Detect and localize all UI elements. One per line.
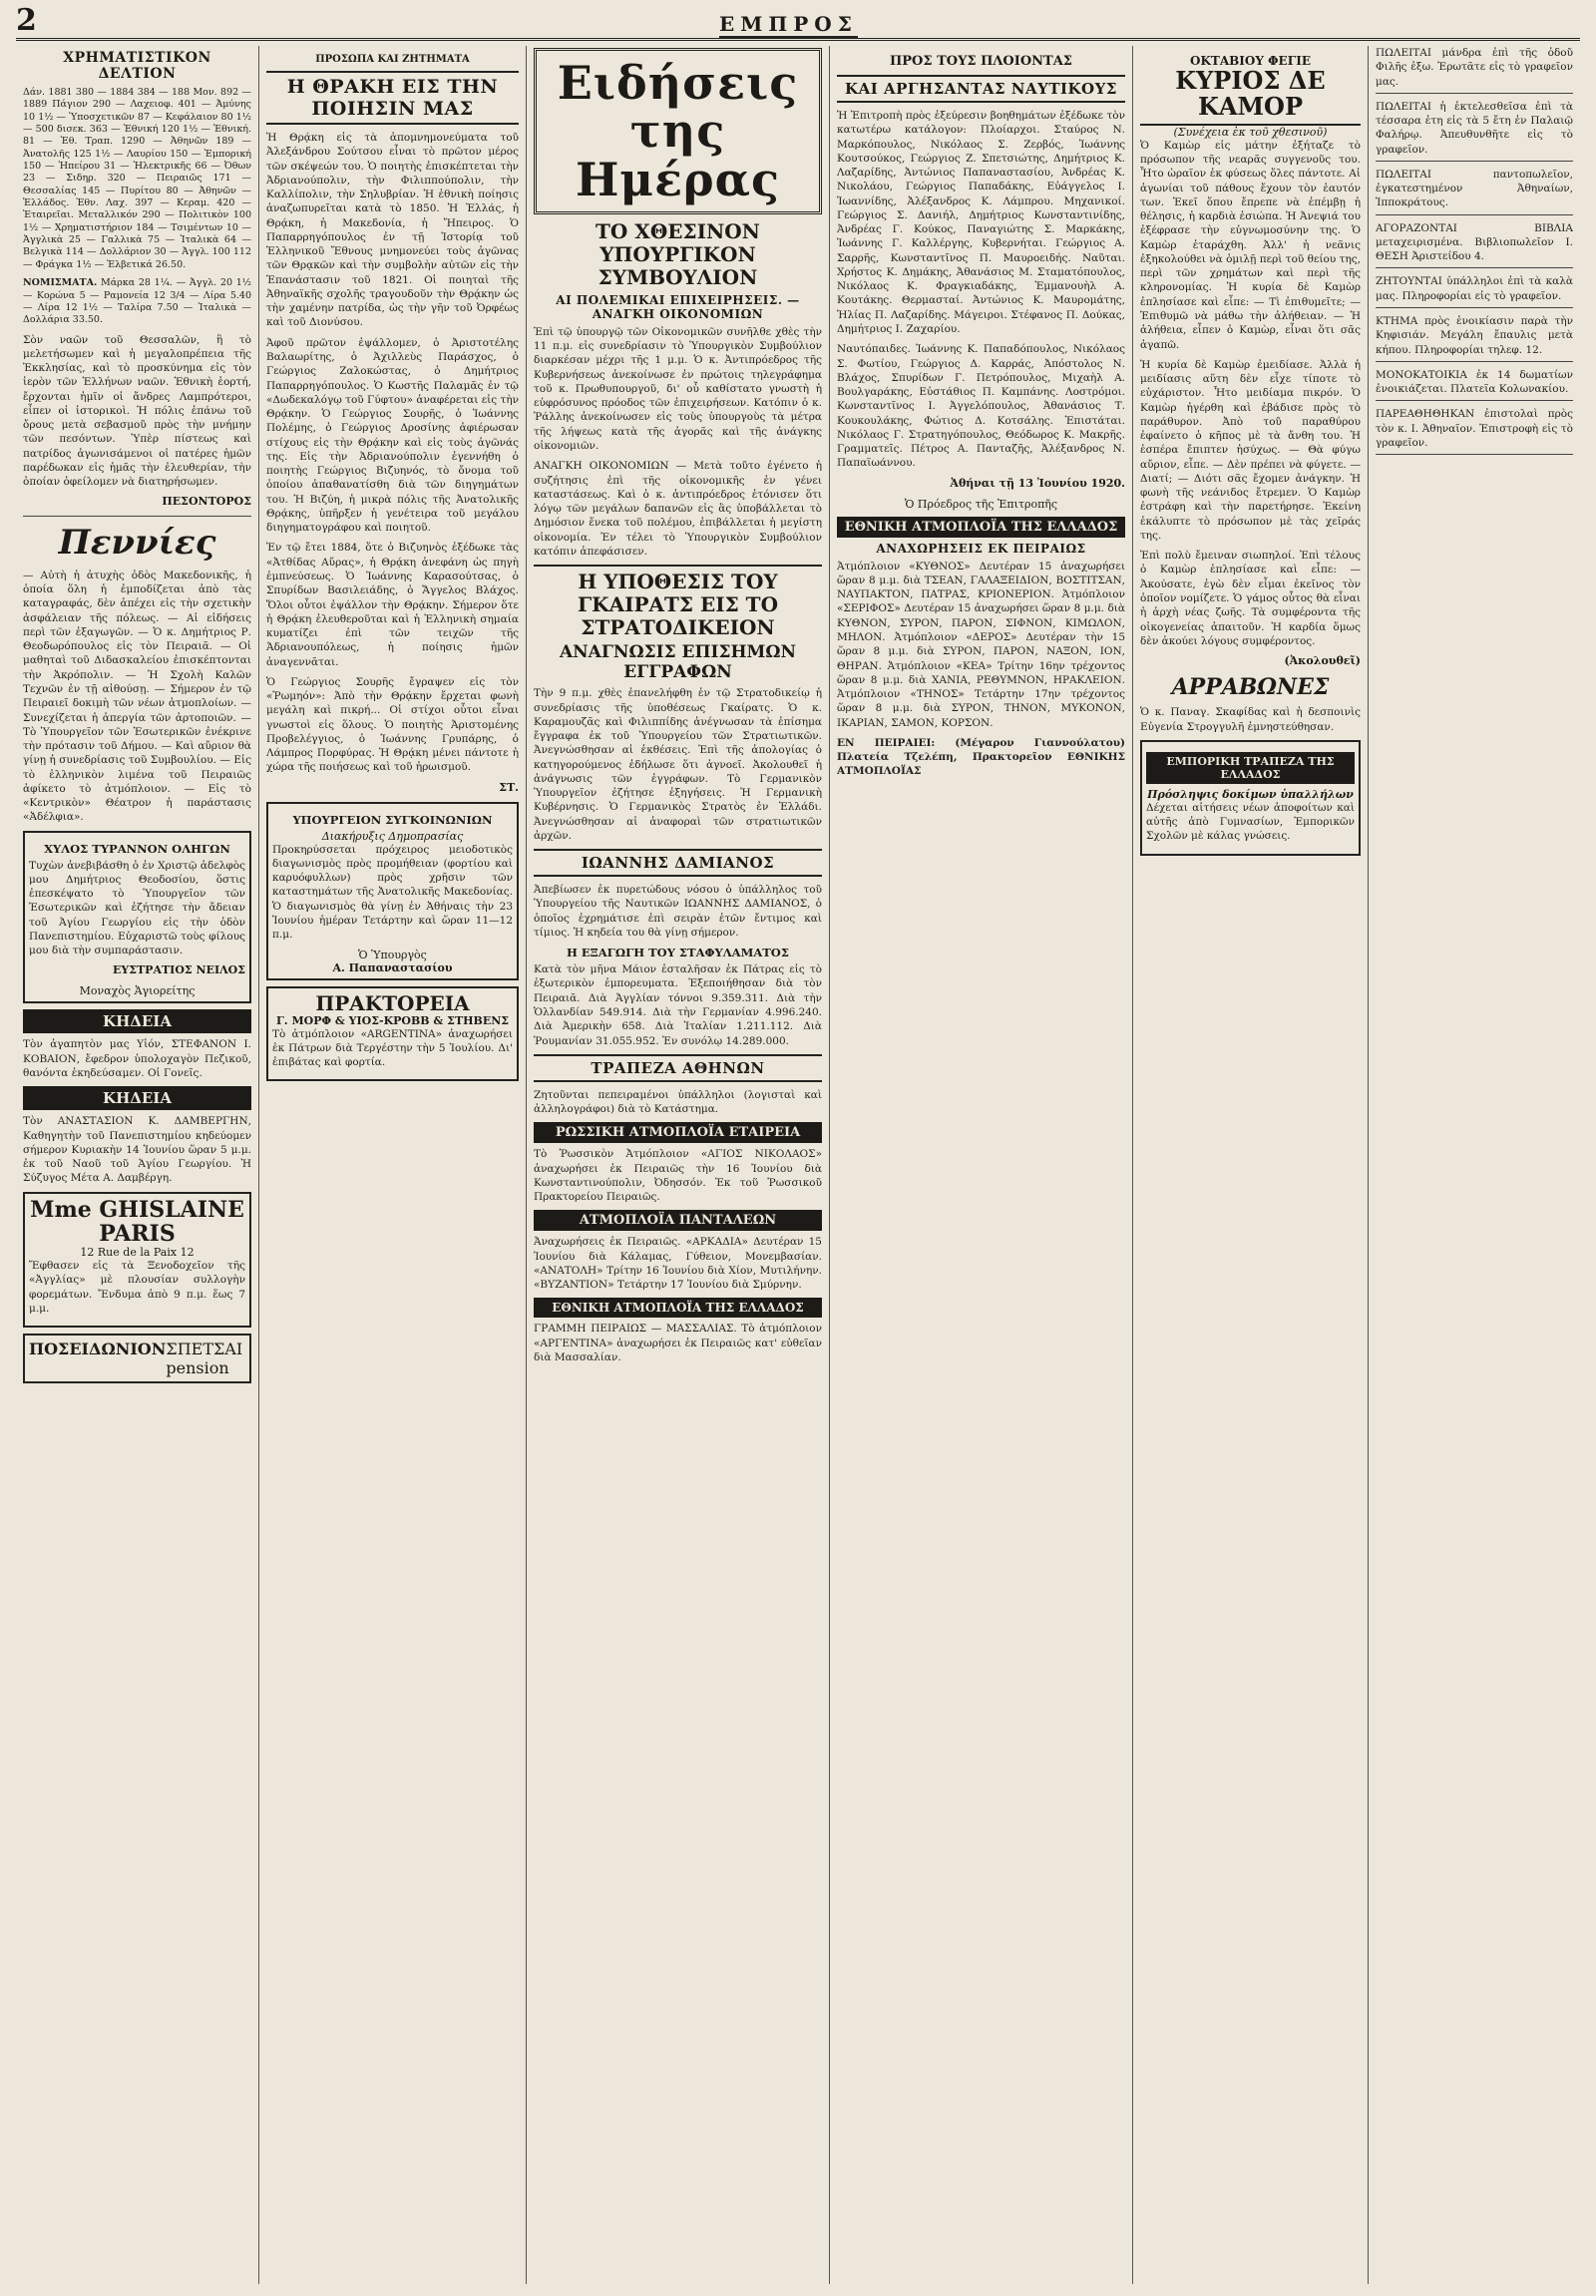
classified-ad: ΠΑΡΕΑΘΗΘΗΚΑΝ ἐπιστολαὶ πρὸς τὸν κ. Ι. Ἀθηναῖον. Ἐπιστροφὴ εἰς τὸ γραφεῖον. — [1376, 407, 1573, 455]
serial-body-3: Ἐπὶ πολὺ ἔμειναν σιωπηλοί. Ἐπὶ τέλους ὁ Καμὼρ ἐπλησίασε καὶ εἶπε: — Ἀκούσατε, ἐγὼ δὲν εἶμαι ἐκεῖνος τὸν ὁποῖον νομίζετε. Ὁ γάμος οὗτος θὰ εἶναι ἡ ἀρχὴ νέας ζωῆς. Τὰ συμφέροντα τῆς οἰκογενείας ἀπαιτοῦν. Ἡ καρδία ὅμως δὲν ἀκούει λόγους συμφέροντος. — [1140, 550, 1361, 647]
cabinet-subhead: ΑΙ ΠΟΛΕΜΙΚΑΙ ΕΠΙΧΕΙΡΗΣΕΙΣ. — ΑΝΑΓΚΗ ΟΙΚΟΝΟΜΙΩΝ — [556, 292, 800, 321]
serial-body-2: Ἡ κυρία δὲ Καμὼρ ἐμειδίασε. Ἀλλὰ ἡ μειδίασις αὕτη δὲν εἶχε τίποτε τὸ εὐχάριστον. Ἦτο μειδίαμα πικρόν. Ὁ Καμὼρ ἠγέρθη καὶ ἐβάδισε πρὸς τὸ παράθυρον. Ἀπὸ τοῦ παραθύρου ἐφαίνετο ὁ κῆπος μὲ τὰ ἄνθη του. Ἡ ἑσπέρα ἔπιπτεν ἡσύχως. — Θὰ φύγω αὔριον, εἶπε. — Δὲν πρέπει νὰ φύγετε. — Διατί; — Διότι σᾶς ἔχομεν ἀνάγκην. Ἡ φωνὴ τῆς νεάνιδος ἔτρεμεν. Ὁ Καμὼρ ἐστράφη καὶ τὴν παρετήρησε. Ἐκείνη ἐκάλυπτε τὸ πρόσωπον μὲ τὰς χεῖράς της. — [1140, 358, 1361, 542]
classified-ad: ΠΩΛΕΙΤΑΙ μάνδρα ἐπὶ τῆς ὁδοῦ Φιλῆς ἐξω. Ἐρωτᾶτε εἰς τὸ γραφεῖον μας. — [1376, 46, 1573, 94]
thrace-signature: ΣΤ. — [499, 780, 519, 794]
damianos-headline: ΙΩΑΝΝΗΣ ΔΑΜΙΑΝΟΣ — [534, 849, 822, 877]
ethniki-footer: ΕΝ ΠΕΙΡΑΙΕΙ: (Μέγαρον Γιαννούλατου) Πλατεία Τζελέπη, Πρακτορεῖον ΕΘΝΙΚΗΣ ΑΤΜΟΠΛΟΪΑΣ — [837, 736, 1125, 778]
stock-head: ΧΡΗΜΑΤΙΣΤΙΚΟΝ ΔΕΛΤΙΟΝ — [63, 50, 211, 82]
national-shipping-body: ΓΡΑΜΜΗ ΠΕΙΡΑΙΩΣ — ΜΑΣΣΑΛΙΑΣ. Τὸ ἀτμόπλοιον «ΑΡΓΕΝΤΙΝΑ» ἀναχωρήσει ἐκ Πειραιῶς κατ' εὐθεῖαν διὰ Μασσαλίαν. — [534, 1323, 822, 1363]
classified-ad: ΠΩΛΕΙΤΑΙ παντοπωλεῖον, ἐγκατεστημένον Ἀθηναίων, Ἱπποκράτους. — [1376, 168, 1573, 215]
classified-ad: ΚΤΗΜΑ πρὸς ἐνοικίασιν παρὰ τὴν Κηφισιάν. Μεγάλη ἔπαυλις μετὰ κήπου. Πληροφορίαι τηλεφ. 12. — [1376, 314, 1573, 362]
thrace-body-2: Ἀφοῦ πρῶτον ἐψάλλομεν, ὁ Ἀριστοτέλης Βαλαωρίτης, ὁ Ἀχιλλεὺς Παράσχος, ὁ Γεώργιος Ζαλοκώστας, ὁ Δημήτριος Παπαρρηγόπουλος. Ὁ Κωστῆς Παλαμᾶς ἐν τῷ «Δωδεκαλόγῳ τοῦ Γύφτου» ἀναφέρεται εἰς τὴν Θρᾴκην. Ὁ Γεώργιος Σουρῆς, ὁ Ἰωάννης Πολέμης, ὁ Γεώργιος Δροσίνης ἀφιέρωσαν στίχους εἰς τὴν Θρᾴκην καὶ εἰς τοὺς ἀγῶνάς της. Εἰς τὴν Ἀδριανούπολιν ἐγεννήθη ὁ ποιητὴς Γεώργιος Βιζυηνός, τὸ ὄνομα τοῦ ὁποίου ἀπαθανατίσθη διὰ τῶν διηγημάτων του. Ἡ Βιζύη, ἡ μικρὰ πόλις τῆς Ἀνατολικῆς Θρᾴκης, ὑπῆρξεν ἡ γενέτειρα τοῦ μεγάλου διηγηματογράφου καὶ ποιητοῦ. — [266, 336, 519, 535]
thrace-kicker: ΠΡΟΣΩΠΑ ΚΑΙ ΖΗΤΗΜΑΤΑ — [315, 54, 470, 65]
funeral-head-1: ΚΗΔΕΙΑ — [23, 1009, 251, 1033]
serial-kicker: ΟΚΤΑΒΙΟΥ ΦΕΓΙΕ — [1190, 54, 1311, 68]
court-body: Τὴν 9 π.μ. χθὲς ἐπανελήφθη ἐν τῷ Στρατοδικείῳ ἡ συνεδρίασις τῆς ὑποθέσεως Γκαίρατς. Ὁ κ. Καραμουζᾶς καὶ Φιλιππίδης ἀνέγνωσαν τὰ ἐπίσημα ἔγγραφα ἐκ τοῦ Ὑπουργείου τῶν Στρατιωτικῶν. Ἀνεγνώσθησαν αἱ ἐκθέσεις. Ἐπὶ τῆς ἀπολογίας ὁ κατηγορούμενος ἐδήλωσε ὅτι ἀγνοεῖ. Ἀκολουθεῖ ἡ ἀνάγνωσις τῶν ἐγγράφων. Τὸ Γερμανικὸν Ὑπουργεῖον ἐζήτησε ἐξηγήσεις. Ἡ Γερμανικὴ Κυβέρνησις. Ὁ Γερμανικὸς Στρατὸς ἐν Ἑλλάδι. Ἀνεγνώσθησαν αἱ ἀναφοραὶ τῶν στρατιωτικῶν ἀρχῶν. — [534, 687, 822, 842]
agency-box — [266, 986, 519, 1082]
ministry-text: Προκηρύσσεται πρόχειρος μειοδοτικὸς διαγωνισμὸς πρὸς προμήθειαν (φορτίου καὶ καρυόφυλλων) πρὸς χρῆσιν τῶν καταστημάτων τῆς Ἀνατολικῆς Μακεδονίας. Ὁ διαγωνισμὸς θὰ γίνῃ ἐν Ἀθήναις τὴν 23 Ἰουνίου ἡμέραν Τετάρτην καὶ ὥραν 11—12 π.μ. — [272, 843, 513, 942]
sailors-headline: ΚΑΙ ΑΡΓΗΣΑΝΤΑΣ ΝΑΥΤΙΚΟΥΣ — [837, 75, 1125, 103]
news-of-the-day-head: Ειδήσεις της Ημέρας — [534, 48, 822, 214]
classified-ad: ΖΗΤΟΥΝΤΑΙ ὑπάλληλοι ἐπὶ τὰ καλὰ μας. Πληροφορίαι εἰς τὸ γραφεῖον. — [1376, 274, 1573, 308]
commercial-bank-sub: Πρόσληψις δοκίμων ὑπαλλήλων — [1147, 787, 1354, 801]
page-number: 2 — [16, 3, 37, 38]
sailors-signature-2: Ὁ Πρόεδρος τῆς Ἐπιτροπῆς — [904, 497, 1058, 511]
columns — [16, 46, 1580, 2284]
column-2 — [259, 46, 527, 2284]
thrace-body-1: Ἡ Θρᾴκη εἰς τὰ ἀπομνημονεύματα τοῦ Ἀλεξάνδρου Σούτσου εἶναι τὸ πρῶτον μέρος τῶν σκέψεών του. Ὁ ποιητὴς ἐπισκέπτεται τὴν Ἀδριανούπολιν, τὴν Φιλιππούπολιν, τὴν Καλλίπολιν, τὴν Σηλυβρίαν. Ἡ ἐθνικὴ ποίησις ἀναζωπυρεῖται κατὰ τὸ 1850. Ἡ Ἑλλάς, ἡ Θρᾴκη, ἡ Μακεδονία, ἡ Ἤπειρος. Ὁ Παπαρρηγόπουλος ἐν τῇ Ἱστορίᾳ τοῦ Ἑλληνικοῦ Ἔθνους μνημονεύει τοὺς ἀγῶνας τῶν Θρᾳκῶν καὶ τὴν συμβολὴν αὐτῶν εἰς τὴν Ἐπανάστασιν τοῦ 1821. Οἱ ποιηταὶ τῆς Ἀθηναϊκῆς σχολῆς τραγουδοῦν τὴν Θρᾴκην ὡς τὴν χαμένην πατρίδα, ὡς τὴν γῆν τοῦ Ὀρφέως καὶ τοῦ Διονύσου. — [266, 132, 519, 329]
classified-ad: ΠΩΛΕΙΤΑΙ ἡ ἐκτελεσθεῖσα ἐπὶ τὰ τέσσαρα ἐτη εἰς τὰ 5 ἔτη ἐν Παλαιῷ Φαλήρῳ. Ἀπευθυνθῆτε εἰς τὸ γραφεῖον. — [1376, 100, 1573, 162]
thrace-body-3: Ἐν τῷ ἔτει 1884, ὅτε ὁ Βιζυηνὸς ἐξέδωκε τὰς «Ἀτθίδας Αὔρας», ἡ Θρᾴκη ἀνεφάνη ὡς πηγὴ ἐμπνεύσεως. Ὁ Ἰωάννης Καρασούτσας, ὁ Σπυρίδων Βασιλειάδης, ὁ Ἄγγελος Βλάχος. Ὅλοι οὗτοι ἐψάλλον τὴν Θρᾴκην. Σήμερον ὅτε ἡ Θρᾴκη ἐλευθεροῦται καὶ ἡ Ἑλληνικὴ σημαία κυματίζει ἐπὶ τῶν τειχῶν τῆς Ἀδριανουπόλεως, ἡ ποίησις ἡμῶν ἀναγεννᾶται. — [266, 542, 519, 668]
notice-text: Τυχὼν ἀνεβιβάσθη ὁ ἐν Χριστῷ ἀδελφὸς μου Δημήτριος Θεοδοσίου, ὅστις ἐπεσκέψατο τὸ Ὑπουργεῖον τῶν Ἐσωτερικῶν καὶ ἐζήτησε τὴν ἄδειαν τοῦ Ἀγίου Γεωργίου εἰς τὴν ὁδὸν Πανεπιστημίου. Εὐχαριστῶ τοὺς φίλους μου διὰ τὴν συμπαράστασιν. — [29, 859, 245, 957]
sailors-body-2: Ναυτόπαιδες. Ἰωάννης Κ. Παπαδόπουλος, Νικόλαος Σ. Φωτίου, Γεώργιος Δ. Καρράς, Ἀπόστολος Ν. Βλάχος, Σπυρίδων Γ. Πετρόπουλος, Μιχαὴλ Α. Βουλγαράκης, Εὐστάθιος Π. Καμπάνης. Λοστρόμοι. Κωνσταντῖνος Ι. Ἀγγελόπουλος, Ἀθανάσιος Τ. Κουκουλάκης, Φώτιος Δ. Κοτσάλης. Ἐπιστάται. Νικόλαος Γ. Στρατηγόπουλος, Θεόδωρος Κ. Μακρῆς. Γραμματεῖς. Πέτρος Α. Πανταζῆς, Ἀλέξανδρος Ν. Παπαϊωάννου. — [837, 343, 1125, 470]
stock-text: Δάν. 1881 380 — 1884 384 — 188 Μον. 892 — 1889 Πάγιον 290 — Λαχειοφ. 401 — Ἀμύνης 10 1½ — Ὑποσχετικῶν 87 — Κεφάλαιον 80 1½ — 500 δισεκ. 363 — Ἐθνική 120 1½ — Ἐθνική. 81 — Ἐθ. Τραπ. 1290 — Ἀθηνῶν 189 — Ἀνατολῆς 125 1½ — Λαυρίου 150 — Ἐμπορική 150 — Ἠπείρου 31 — Ἡλεκτρικῆς 66 — Ὀθων 23 — Σιδηρ. 320 — Πειραιῶς 171 — Θεσσαλίας 145 — Πυρίτου 80 — Ἀθηνῶν — Ἑλλάδος. Ἐθν. Λαχ. 397 — Κεραμ. 420 — Ἐταιρεῖαι. Μεταλλικόν 290 — Πολιτικὸν 100 1½ — Χρηματιστήριον 184 — Τσιμέντων 10 — Ἀγγλικὰ 25 — Γαλλικὰ 75 — Ἰταλικὰ 64 — Βελγικὰ 114 — Δολλάριον 30 — Ἀγγλ. 100 112 — Φράγκα 1½ — Ἑλβετικά 26.50. — [23, 87, 251, 270]
sailors-body-1: Ἡ Ἐπιτροπὴ πρὸς ἐξεύρεσιν βοηθημάτων ἐξέδωκε τὸν κατωτέρω κατάλογον: Πλοίαρχοι. Σταύρος Ν. Μαρκόπουλος, Νικόλαος Σ. Ζερβός, Ἰωάννης Κουτσούκος, Γεώργιος Ζ. Σπετσιώτης, Δημήτριος Κ. Λαζαρίδης, Ἀντώνιος Παπαναστασίου, Ἀνδρέας Κ. Νικολάου, Γεώργιος Παπαδάκης, Εὐάγγελος Ι. Ἰωαννίδης, Ἀλέξανδρος Κ. Λάμπρου. Μηχανικοί. Γεώργιος Σ. Δανιήλ, Δημήτριος Κωνσταντινίδης, Ἀνδρέας Γ. Κούκος, Παναγιώτης Σ. Μαρκάκης, Ἰωάννης Γ. Καλλέργης, Κυβερνήται. Γεώργιος Α. Σαρρῆς, Κωνσταντῖνος Π. Μαυροειδής. Ναῦται. Χρήστος Κ. Δημάκης, Ἀθανάσιος Μ. Σταματόπουλος, Νικόλαος Κ. Φραγκιαδάκης, Ἐμμανουὴλ Α. Κουτάκης. Θερμασταί. Ἀντώνιος Κ. Μαυρομάτης, Ἠλίας Π. Λαζαρίδης. Μάγειροι. Στέφανος Π. Δούκας, Δημήτριος Ι. Ζαχαρίου. — [837, 110, 1125, 335]
thrace-body-4: Ὁ Γεώργιος Σουρῆς ἔγραψεν εἰς τὸν «Ῥωμηόν»: Ἀπὸ τὴν Θρᾴκην ἔρχεται φωνὴ μεγάλη καὶ πικρή... Οἱ στίχοι οὗτοι εἶναι γνωστοὶ εἰς ὅλους. Ὁ ποιητὴς Ἀριστομένης Προβελέγγιος, ὁ Ἰωάννης Γρυπάρης, ὁ Λάμπρος Πορφύρας. Ἡ Θρᾴκη μένει πάντοτε ἡ χώρα τῆς ποιήσεως καὶ τοῦ ἡρωισμοῦ. — [266, 675, 519, 774]
bottom-ad-name: ΠΟΣΕΙΔΩΝΙΟΝ — [29, 1339, 167, 1359]
column-4 — [830, 46, 1133, 2284]
column-3 — [527, 46, 830, 2284]
divider — [23, 516, 251, 517]
paper-title: ΕΜΠΡΟΣ — [719, 12, 858, 36]
pennies-head: Πεννίες — [58, 523, 216, 564]
pantaleon-body: Ἀναχωρήσεις ἐκ Πειραιῶς. «ΑΡΚΑΔΙΑ» Δευτέραν 15 Ἰουνίου διὰ Κάλαμας, Γύθειον, Μονεμβασίαν. «ΑΝΑΤΟΛΗ» Τρίτην 16 Ἰουνίου διὰ Χίον, Μυτιλήνην. «ΒΥΖΑΝΤΙΟΝ» Τετάρτην 17 Ἰουνίου διὰ Σμύρνην. — [534, 1236, 822, 1292]
story-text: Σὸν ναῶν τοῦ Θεσσαλῶν, ἣ τὸ μελετήσωμεν καὶ ἡ μεγαλοπρέπεια τῆς Ἐκκλησίας, καὶ τὸ προσκύνημα εἰς τὸν ἱερὸν τῶν Ἑλλήνων ναῶν. Ἐθνικὴ ἑορτή, ἔρχονται ἡμῖν οἱ ἄνδρες Λαμπρότεροι, εἶπεν οἱ ἱστορικοὶ. Ἡ πόλις ἐπάνω τοῦ ὄρους μετὰ σεβασμοῦ πρὸς τὴν μνήμην τῶν πεσόντων. Ὑπὲρ πίστεως καὶ πατρίδος ἀγωνισάμενοι οἱ πατέρες ἡμῶν παρέδωκαν εἰς ἡμᾶς τὴν ἐλευθερίαν, τὴν ὁποίαν ὀφείλομεν νὰ διατηρήσωμεν. — [23, 333, 251, 489]
numismatics-body: Μάρκα 28 1¼. — Ἀγγλ. 20 1½ — Κορώνα 5 — Ραμονεία 12 3/4 — Λίρα 5.40 — Λίρα 12 1½ — Ταλίρα 7.50 — Ἰταλικὰ — Δολλάρια 33.50. — [23, 277, 251, 326]
story-signature: ΠΕΣΟΝΤΟΡΟΣ — [162, 495, 251, 509]
ethniki-headline: ΕΘΝΙΚΗ ΑΤΜΟΠΛΟΪΑ ΤΗΣ ΕΛΛΑΔΟΣ — [837, 517, 1125, 538]
ministry-signature-2: Α. Παπαναστασίου — [332, 960, 453, 974]
column-1 — [16, 46, 259, 2284]
commercial-bank-box — [1140, 740, 1361, 856]
cabinet-body-2: ΑΝΑΓΚΗ ΟΙΚΟΝΟΜΙΩΝ — Μετὰ τοῦτο ἐγένετο ἡ συζήτησις ἐπὶ τῆς οἰκονομικῆς ἐν γένει καταστάσεως. Καὶ ὁ κ. ἀντιπρόεδρος ἐτόνισεν ὅτι λόγῳ τῶν μεγάλων δαπανῶν εἰς ἃς ὑποβάλλεται τὸ Δημόσιον ἕνεκα τοῦ πολέμου, ἐπιβάλλεται ἡ μεγίστη οἰκονομία. Ἐν τέλει τὸ Ὑπουργικὸν Συμβούλιον κατόπιν ἀπεφάσισεν. — [534, 460, 822, 558]
agency-text: Τὸ ἀτμόπλοιον «ARGENTINA» ἀναχωρήσει ἐκ Πάτρων διὰ Τεργέστην τὴν 5 Ἰουλίου. Δι' ἐπιβάτας καὶ φορτία. — [272, 1027, 513, 1069]
agency-sub: Γ. ΜΟΡΦ & ΥΙΟΣ-ΚΡΟΒΒ & ΣΤΗΒΕΝΣ — [275, 1013, 510, 1027]
ministry-notice — [266, 802, 519, 980]
classified-ad: ΑΓΟΡΑΖΟΝΤΑΙ ΒΙΒΛΙΑ μεταχειρισμένα. Βιβλιοπωλεῖον Ι. ΘΕΣΗ Ἀριστείδου 4. — [1376, 221, 1573, 269]
notice-box — [23, 831, 251, 1004]
funeral-text-2: Τὸν ΑΝΑΣΤΑΣΙΟΝ Κ. ΔΑΜΒΕΡΓΗΝ, Καθηγητὴν τοῦ Πανεπιστημίου κηδεύομεν σήμερον Κυριακὴν 14 Ἰουνίου ὥραν 5 μ.μ. ἐκ τοῦ Ναοῦ τοῦ Ἁγίου Γεωργίου. Ἡ Σύζυγος Μέτα Α. Δαμβέργη. — [23, 1115, 251, 1185]
commercial-bank-head: ΕΜΠΟΡΙΚΗ ΤΡΑΠΕΖΑ ΤΗΣ ΕΛΛΑΔΟΣ — [1146, 752, 1355, 784]
russian-shipping-headline: ΡΩΣΣΙΚΗ ΑΤΜΟΠΛΟΪΑ ΕΤΑΙΡΕΙΑ — [534, 1122, 822, 1143]
notice-head: ΧΥΛΟΣ ΤΥΡΑΝΝΟΝ ΟΛΗΓΩΝ — [44, 841, 230, 856]
ethniki-body: Ἀτμόπλοιον «ΚΥΘΝΟΣ» Δευτέραν 15 ἀναχωρήσει ὥραν 8 μ.μ. διὰ ΤΣΕΑΝ, ΓΑΛΑΞΕΙΔΙΟΝ, ΒΟΣΤΙΤΣΑΝ, ΝΑΥΠΑΚΤΟΝ, ΠΑΤΡΑΣ, ΚΡΙΟΝΕΡΙΟΝ. Ἀτμόπλοιον «ΣΕΡΙΦΟΣ» Δευτέραν 15 ἀναχωρήσει ὥραν 8 μ.μ. διὰ ΚΥΘΝΟΝ, ΣΥΡΟΝ, ΠΑΡΟΝ, ΣΙΦΝΟΝ, ΚΙΜΩΛΟΝ, ΜΗΛΟΝ. Ἀτμόπλοιον «ΔΕΡΟΣ» Δευτέραν τὴν 15 ὥραν 8 μ.μ. διὰ ΣΥΡΟΝ, ΠΑΡΟΝ, ΝΑΞΟΝ, ΙΟΝ, ΘΗΡΑΝ. Ἀτμόπλοιον «ΚΕΑ» Τρίτην 16ην τρέχοντος ὥραν 8 μ.μ. διὰ ΧΑΝΙΑ, ΡΕΘΥΜΝΟΝ, ΗΡΑΚΛΕΙΟΝ. Ἀτμόπλοιον «ΤΗΝΟΣ» Τετάρτην 17ην τρέχοντος ὥραν 8 μ.μ. διὰ ΣΥΡΟΝ, ΤΗΝΟΝ, ΜΥΚΟΝΟΝ, ΙΚΑΡΙΑΝ, ΣΑΜΟΝ, ΚΟΡΣΟΝ. — [837, 560, 1125, 729]
ghislaine-ad — [23, 1192, 251, 1328]
ghislaine-head: Mme GHISLAINE PARIS — [30, 1196, 244, 1247]
cabinet-body: Ἐπὶ τῷ ὑπουργῷ τῶν Οἰκονομικῶν συνῆλθε χθὲς τὴν 11 π.μ. εἰς συνεδρίασιν τὸ Ὑπουργικὸν Συμβούλιον διαρκέσαν μέχρι τῆς 1 μ.μ. Ὁ κ. Ἀντιπρόεδρος τῆς Κυβερνήσεως ἀνεκοίνωσε ἐν πρώτοις τηλεγράφημα τοῦ κ. Πρωθυπουργοῦ, δι' οὗ καθίστατο γνωστὴ ἡ εὐφρόσυνος πρόοδος τῶν ἐπιχειρήσεων. Κατόπιν ὁ κ. Ῥάλλης ἀνεκοίνωσεν εἰς τοὺς ὑπουργοὺς τὰ μέτρα τῆς λήψεως κατὰ τῆς ἀγορᾶς καὶ τῆς ἀνάγκης οἰκονομιῶν. — [534, 325, 822, 453]
numismatics-head: ΝΟΜΙΣΜΑΤΑ. — [23, 277, 98, 289]
serial-signature: (Ἀκολουθεῖ) — [1284, 654, 1361, 668]
bottom-ad-2: ΣΠΕΤΣΑΙ pension — [166, 1339, 243, 1378]
engagements-body: Ὁ κ. Παναγ. Σκαφίδας καὶ ἡ δεσποινὶς Εὐγενία Στρογγυλῆ ἐμνηστεύθησαν. — [1140, 706, 1361, 733]
export-body: Κατὰ τὸν μῆνα Μάιον ἐσταλῆσαν ἐκ Πάτρας εἰς τὸ ἐξωτερικὸν ἐμπορευματα. Ἐξεποιήθησαν διὰ τὸν Πειραιᾶ. Διὰ Ἀγγλίαν τόννοι 9.359.311. Διὰ τὴν Ὁλλανδίαν 549.914. Διὰ τὴν Γερμανίαν 4.996.240. Διὰ Ἀμερικὴν 658. Διὰ Ἰταλίαν 1.211.112. Διὰ Ῥουμανίαν 31.055.952. Ἐν συνόλῳ 14.289.000. — [534, 963, 822, 1047]
pantaleon-headline: ΑΤΜΟΠΛΟΪΑ ΠΑΝΤΑΛΕΩΝ — [534, 1210, 822, 1231]
sailors-kicker: ΠΡΟΣ ΤΟΥΣ ΠΛΟΙΟΝΤΑΣ — [889, 54, 1072, 69]
masthead — [16, 3, 1580, 41]
thrace-headline: Η ΘΡΑΚΗ ΕΙΣ ΤΗΝ ΠΟΙΗΣΙΝ ΜΑΣ — [266, 71, 519, 125]
funeral-text-1: Τὸν ἀγαπητὸν μας Υἱόν, ΣΤΕΦΑΝΟΝ Ι. ΚΟΒΑΙΟΝ, ἔφεδρον ὑπολοχαγὸν Πεζικοῦ, θανόντα ἐκηδεύσαμεν. Οἱ Γονεῖς. — [23, 1038, 251, 1080]
ministry-sub: Διακήρυξις Δημοπρασίας — [321, 829, 464, 843]
pennies-text: — Αὐτὴ ἡ ἀτυχὴς ὁδὸς Μακεδονικῆς, ἡ ὁποία ὅλη ἡ ἐμποδίζεται ἀπὸ τὰς καταγραφάς, δὲν ἀπέχει εἰς τὴν σχετικὴν ἀσφάλειαν τῆς πόλεως. — Αἱ εἰδήσεις περὶ τῶν ἐξαγωγῶν. — Ὁ κ. Δημήτριος Ρ. Θεοδωρόπουλος εἰς τὸν Πειραιᾶ. — Οἱ μαθηταὶ τοῦ Διδασκαλείου ἐπισκέπτονται τὴν Ἀκρόπολιν. — Ἡ Σχολὴ Καλῶν Τεχνῶν ἐν τῇ αἰθούσῃ. — Σήμερον ἐν τῷ Πειραιεῖ δοκιμὴ τῶν νέων ἀτμοπλοίων. — Συνεχίζεται ἡ ἀπεργία τῶν ἀρτοποιῶν. — Τὸ Ὑπουργεῖον τῶν Ἐσωτερικῶν ἐνέκρινε τὴν πρότασιν τοῦ Δήμου. — Καὶ αὔριον θὰ γίνῃ ἡ συνεδρίασις τοῦ Συμβουλίου. — Εἰς τὸ ἑλληνικὸν λιμένα τοῦ Πειραιῶς ἀφίκετο τὸ ἀτμόπλοιον. — Εἰς τὸ «Κεντρικὸν» Θέατρον ἡ παράστασις «Ἀδέλφια». — [23, 569, 251, 824]
bank-body: Ζητοῦνται πεπειραμένοι ὑπάλληλοι (λογισταὶ καὶ ἀλληλογράφοι) διὰ τὸ Κατάστημα. — [534, 1088, 822, 1116]
classified-ad: ΜΟΝΟΚΑΤΟΙΚΙΑ ἐκ 14 δωματίων ἐνοικιάζεται. Πλατεῖα Κολωνακίου. — [1376, 368, 1573, 402]
agency-head: ΠΡΑΚΤΟΡΕΙΑ — [315, 990, 470, 1015]
cabinet-headline: ΤΟ ΧΘΕΣΙΝΟΝ ΥΠΟΥΡΓΙΚΟΝ ΣΥΜΒΟΥΛΙΟΝ — [596, 218, 760, 289]
funeral-head-2: ΚΗΔΕΙΑ — [23, 1086, 251, 1110]
export-headline: Η ΕΞΑΓΩΓΗ ΤΟΥ ΣΤΑΦΥΛΑΜΑΤΟΣ — [567, 946, 789, 960]
national-shipping-headline: ΕΘΝΙΚΗ ΑΤΜΟΠΛΟΪΑ ΤΗΣ ΕΛΛΑΔΟΣ — [534, 1298, 822, 1318]
ghislaine-address: 12 Rue de la Paix 12 — [80, 1245, 195, 1259]
ministry-signature: Ὁ Ὑπουργὸς — [358, 948, 427, 961]
numismatics-text — [23, 277, 251, 326]
ministry-head: ΥΠΟΥΡΓΕΙΟΝ ΣΥΓΚΟΙΝΩΝΙΩΝ — [292, 812, 493, 827]
notice-signature-2: Μοναχὸς Ἁγιορείτης — [79, 984, 196, 998]
bank-headline: ΤΡΑΠΕΖΑ ΑΘΗΝΩΝ — [534, 1054, 822, 1082]
court-subhead: ΑΝΑΓΝΩΣΙΣ ΕΠΙΣΗΜΩΝ ΕΓΓΡΑΦΩΝ — [559, 642, 797, 682]
ethniki-subhead: ΑΝΑΧΩΡΗΣΕΙΣ ΕΚ ΠΕΙΡΑΙΩΣ — [876, 541, 1086, 556]
notice-signature: ΕΥΣΤΡΑΤΙΟΣ ΝΕΙΛΟΣ — [112, 963, 245, 977]
ghislaine-text: Ἔφθασεν εἰς τὰ Ξενοδοχεῖον τῆς «Ἀγγλίας» μὲ πλουσίαν συλλογὴν φορεμάτων. Ἔνδυμα ἀπὸ 9 π.μ. ἕως 7 μ.μ. — [29, 1259, 245, 1315]
sailors-signature: Ἀθήναι τῇ 13 Ἰουνίου 1920. — [950, 476, 1125, 490]
serial-headline: ΚΥΡΙΟΣ ΔΕ ΚΑΜΟΡ — [1140, 68, 1361, 126]
column-6 — [1369, 46, 1580, 2284]
russian-shipping-body: Τὸ Ῥωσσικὸν Ἀτμόπλοιον «ΑΓΙΟΣ ΝΙΚΟΛΑΟΣ» ἀναχωρήσει ἐκ Πειραιῶς τὴν 16 Ἰουνίου διὰ Κωνσταντινούπολιν, Ὀδησσόν. Ἐκ τοῦ Ῥωσσικοῦ Πρακτορείου Πειραιῶς. — [534, 1148, 822, 1204]
column-5 — [1133, 46, 1369, 2284]
commercial-bank-body: Δέχεται αἰτήσεις νέων ἀποφοίτων καὶ αὐτῆς ἀπὸ Γυμνασίων, Ἐμπορικῶν Σχολῶν μὲ κάλας γνώσεις. — [1146, 801, 1355, 843]
engagements-head: ΑΡΡΑΒΩΝΕΣ — [1171, 674, 1330, 701]
bottom-ad — [23, 1334, 251, 1383]
serial-body-1: Ὁ Καμὼρ εἰς μάτην ἐξήταζε τὸ πρόσωπον τῆς νεαρᾶς συγγενοῦς του. Ἦτο ὡραῖον ἐκ φύσεως ὅλες πάντοτε. Αἱ ἀγωνίαι τοῦ πάθους ἔχουν τὸν ἑαυτόν των. Ἐκεῖ ὅπου ἔπρεπε νὰ ἐπέμβῃ ἡ θέλησις, ἡ καρδιὰ ἐσιώπα. Ἡ Ἀνεψιά του ἐξέφρασε τὴν εὐγνωμοσύνην της. Ὁ Καμὼρ ἐταράχθη. Ἀλλ' ἡ νεᾶνις ἐξηκολούθει νὰ ὁμιλῇ περὶ τοῦ θείου της, περὶ τῶν χρημάτων καὶ περὶ τῆς κληρονομίας. Ἡ κυρία δὲ Καμὼρ ἐπλησίασε καὶ εἶπε: — Τὶ ἐπιθυμεῖτε; — Ἐπιθυμῶ νὰ μάθω τὴν ἀλήθειαν. — Ἡ ἀλήθεια, εἶπεν ὁ Καμὼρ, εἶναι ὅτι σᾶς ἀγαπῶ. — [1140, 139, 1361, 351]
serial-subhead: (Συνέχεια ἐκ τοῦ χθεσινοῦ) — [1173, 125, 1328, 139]
damianos-body: Ἀπεβίωσεν ἐκ πυρετώδους νόσου ὁ ὑπάλληλος τοῦ Ὑπουργείου τῆς Ναυτικῶν ΙΩΑΝΝΗΣ ΔΑΜΙΑΝΟΣ, ὁ ὁποῖος ἐχρημάτισε ἐπὶ σειρὰν ἐτῶν ἔντιμος καὶ τίμιος. Ἡ κηδεία του θὰ γίνῃ σήμερον. — [534, 884, 822, 939]
court-headline: Η ΥΠΟΘΕΣΙΣ ΤΟΥ ΓΚΑΙΡΑΤΣ ΕΙΣ ΤΟ ΣΤΡΑΤΟΔΙΚΕΙΟΝ — [534, 565, 822, 639]
